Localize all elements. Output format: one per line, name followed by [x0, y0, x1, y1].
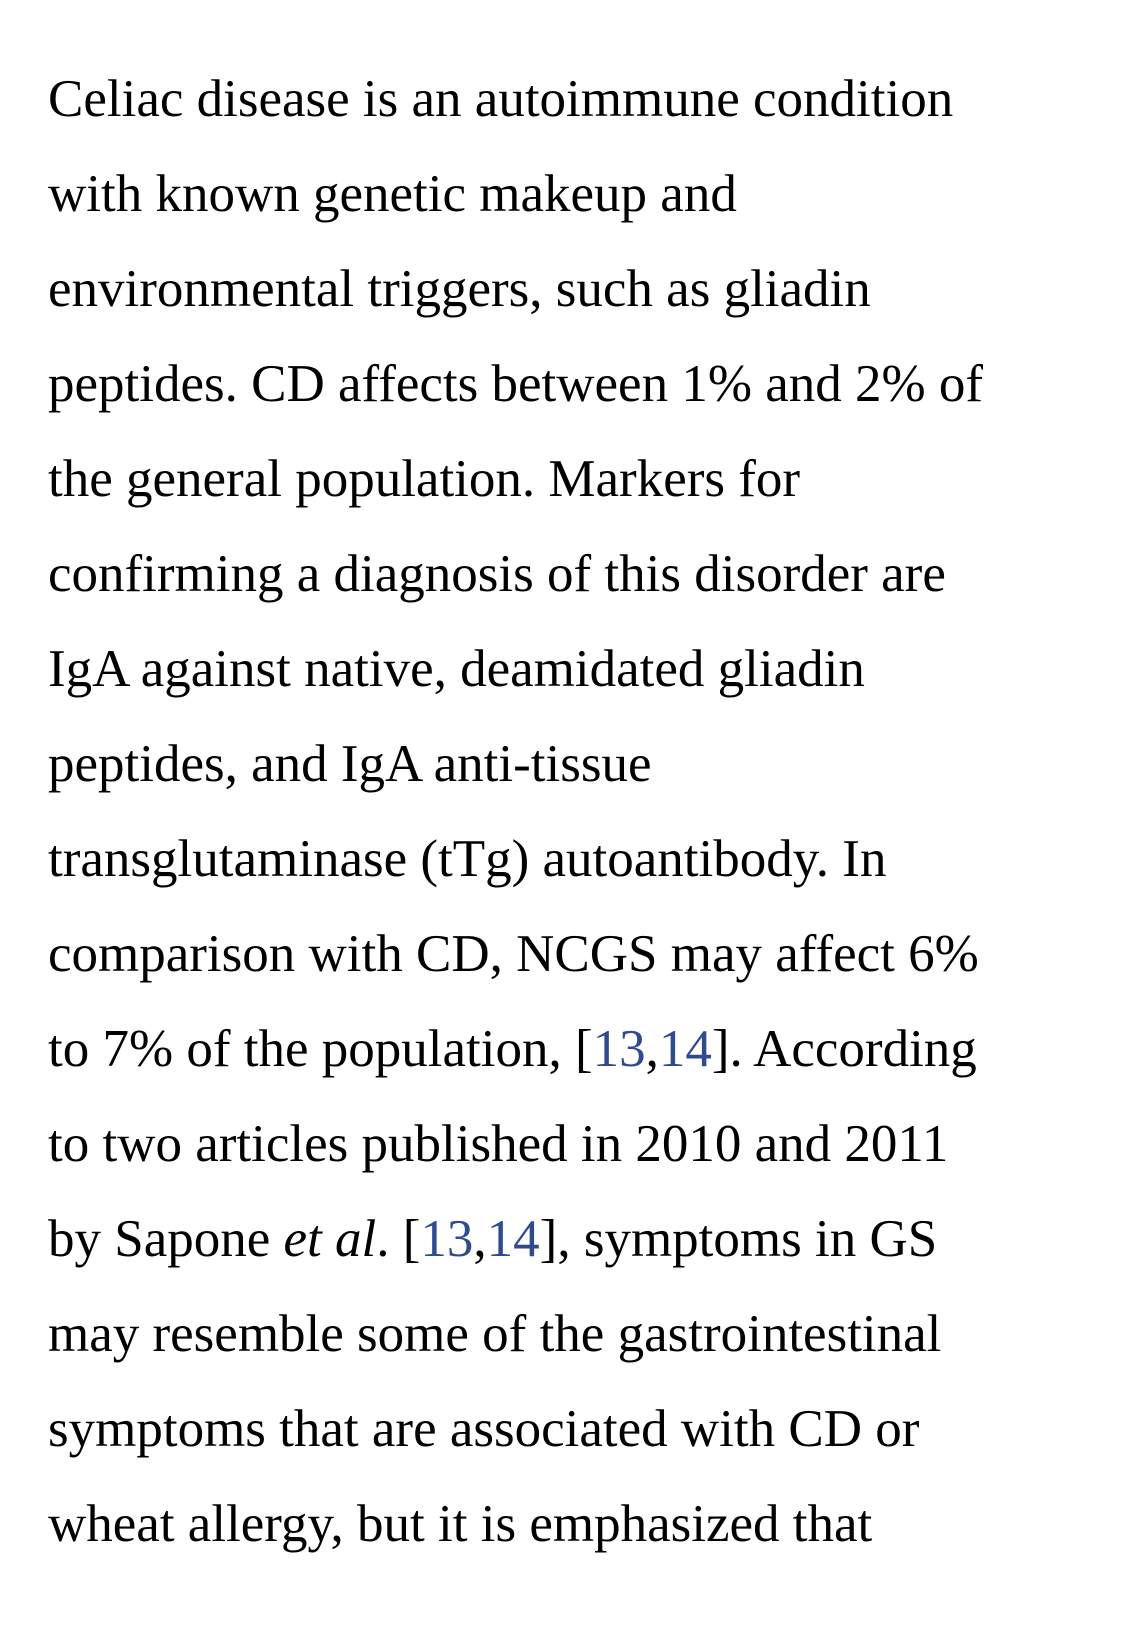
reference-link-13[interactable]: 13: [420, 1210, 474, 1268]
ref-separator: ,: [473, 1210, 487, 1268]
line-text: ], symptoms in GS: [539, 1210, 938, 1268]
paragraph-line-with-refs: [48, 1002, 1108, 1097]
reference-link-14[interactable]: 14: [658, 1020, 712, 1078]
article-paragraph: [48, 52, 1108, 1572]
paragraph-line: symptoms that are associated with CD or: [48, 1400, 920, 1458]
line-text: to 7% of the population, [: [48, 1020, 593, 1078]
reference-link-14[interactable]: 14: [486, 1210, 540, 1268]
paragraph-line: peptides, and IgA anti-tissue: [48, 735, 652, 793]
italic-et-al: et al: [283, 1210, 377, 1268]
reference-link-13[interactable]: 13: [592, 1020, 646, 1078]
line-text: by Sapone: [48, 1210, 284, 1268]
paragraph-line-with-refs: [48, 1192, 1108, 1287]
ref-separator: ,: [645, 1020, 659, 1078]
paragraph-line: may resemble some of the gastrointestinal: [48, 1305, 942, 1363]
paragraph-line: peptides. CD affects between 1% and 2% of: [48, 355, 984, 413]
paragraph-line: environmental triggers, such as gliadin: [48, 260, 871, 318]
line-text: . [: [376, 1210, 421, 1268]
paragraph-line: transglutaminase (tTg) autoantibody. In: [48, 830, 887, 888]
paragraph-line: with known genetic makeup and: [48, 165, 737, 223]
paragraph-line: the general population. Markers for: [48, 450, 801, 508]
paragraph-line: comparison with CD, NCGS may affect 6%: [48, 925, 979, 983]
paragraph-line: IgA against native, deamidated gliadin: [48, 640, 865, 698]
paragraph-line: wheat allergy, but it is emphasized that: [48, 1495, 873, 1553]
paragraph-line: to two articles published in 2010 and 2011: [48, 1115, 949, 1173]
line-text: ]. According: [711, 1020, 977, 1078]
paragraph-line: Celiac disease is an autoimmune condition: [48, 70, 954, 128]
paragraph-line: confirming a diagnosis of this disorder are: [48, 545, 946, 603]
